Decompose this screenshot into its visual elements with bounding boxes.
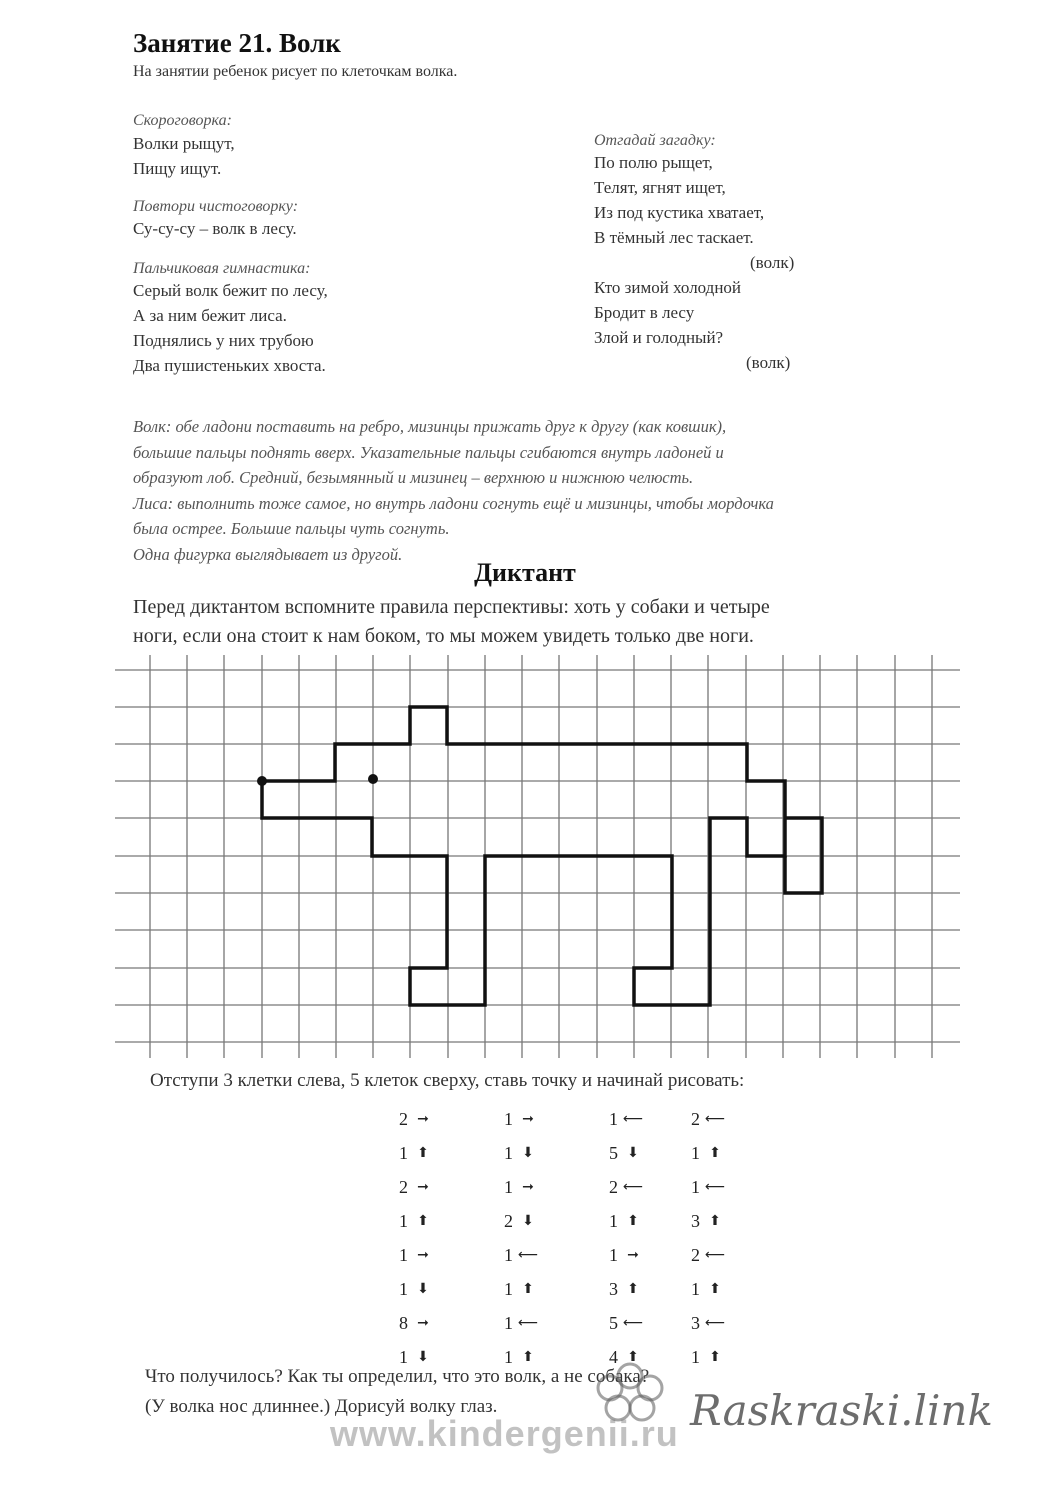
dictation-step xyxy=(380,1204,450,1238)
dictation-step xyxy=(590,1306,660,1340)
step-count: 1 xyxy=(691,1176,700,1197)
step-count: 2 xyxy=(504,1210,513,1231)
step-count: 3 xyxy=(691,1312,700,1333)
arrow-left-icon: ⟵ xyxy=(622,1111,644,1127)
step-count: 1 xyxy=(504,1312,513,1333)
intro-line: Перед диктантом вспомните правила перспективы: хоть у собаки и четыре xyxy=(133,596,770,618)
note-line: большие пальцы поднять вверх. Указательные пальцы сгибаются внутрь ладоней и xyxy=(133,442,724,462)
patter-line: Пищу ищут. xyxy=(133,159,222,178)
step-count: 1 xyxy=(504,1244,513,1265)
step-count: 1 xyxy=(504,1142,513,1163)
dictation-step xyxy=(380,1102,450,1136)
step-count: 1 xyxy=(504,1278,513,1299)
arrow-up-icon: ⬆ xyxy=(627,1281,639,1297)
dictation-step xyxy=(485,1238,555,1272)
step-count: 1 xyxy=(504,1176,513,1197)
step-count: 2 xyxy=(399,1176,408,1197)
dictation-instruction: Отступи 3 клетки слева, 5 клеток сверху, ставь точку и начинай рисовать: xyxy=(150,1070,745,1091)
arrow-right-icon: ➞ xyxy=(417,1315,429,1331)
wolf-eye xyxy=(368,774,378,784)
arrow-left-icon: ⟵ xyxy=(622,1315,644,1331)
arrow-up-icon: ⬆ xyxy=(417,1213,429,1229)
step-count: 4 xyxy=(609,1346,618,1367)
arrow-right-icon: ➞ xyxy=(417,1111,429,1127)
answer-line: (У волка нос длиннее.) Дорисуй волку глаз. xyxy=(145,1396,498,1417)
arrow-left-icon: ⟵ xyxy=(517,1315,539,1331)
arrow-left-icon: ⟵ xyxy=(704,1179,726,1195)
step-count: 1 xyxy=(691,1278,700,1299)
finger-line: Поднялись у них трубою xyxy=(133,331,314,350)
dictation-step xyxy=(590,1136,660,1170)
arrow-left-icon: ⟵ xyxy=(704,1111,726,1127)
dictation-step xyxy=(590,1170,660,1204)
dictation-step xyxy=(485,1102,555,1136)
dictation-step xyxy=(380,1170,450,1204)
dictation-step xyxy=(485,1170,555,1204)
step-count: 2 xyxy=(609,1176,618,1197)
riddle-line: По полю рыщет, xyxy=(594,153,713,172)
start-dot xyxy=(257,776,267,786)
arrow-up-icon: ⬆ xyxy=(417,1145,429,1161)
note-line: была острее. Большие пальцы чуть согнуть. xyxy=(133,519,450,538)
watermark-raskraski: Raskraski.link xyxy=(690,1386,993,1435)
step-count: 1 xyxy=(399,1278,408,1299)
arrow-down-icon: ⬇ xyxy=(417,1281,429,1297)
dictation-step xyxy=(485,1306,555,1340)
finger-line: А за ним бежит лиса. xyxy=(133,306,287,325)
arrow-right-icon: ➞ xyxy=(522,1111,534,1127)
finger-heading: Пальчиковая гимнастика: xyxy=(133,260,311,277)
patter-line: Волки рыщут, xyxy=(133,134,235,153)
dictation-step xyxy=(485,1136,555,1170)
dictation-step xyxy=(590,1102,660,1136)
riddle-heading: Отгадай загадку: xyxy=(594,132,716,149)
arrow-up-icon: ⬆ xyxy=(522,1281,534,1297)
dictation-step xyxy=(590,1238,660,1272)
arrow-left-icon: ⟵ xyxy=(704,1247,726,1263)
dictation-step xyxy=(485,1204,555,1238)
arrow-up-icon: ⬆ xyxy=(709,1145,721,1161)
arrow-down-icon: ⬇ xyxy=(627,1145,639,1161)
dictation-title: Диктант xyxy=(474,558,576,587)
dictation-step xyxy=(672,1170,742,1204)
step-count: 1 xyxy=(399,1142,408,1163)
arrow-right-icon: ➞ xyxy=(417,1247,429,1263)
arrow-left-icon: ⟵ xyxy=(517,1247,539,1263)
step-count: 1 xyxy=(691,1142,700,1163)
step-count: 3 xyxy=(609,1278,618,1299)
step-column xyxy=(380,1102,450,1374)
page-title: Занятие 21. Волк xyxy=(133,28,341,58)
arrow-left-icon: ⟵ xyxy=(622,1179,644,1195)
riddle-answer: (волк) xyxy=(746,353,791,372)
note-line: Одна фигурка выглядывает из другой. xyxy=(133,544,403,564)
step-count: 1 xyxy=(399,1210,408,1231)
arrow-up-icon: ⬆ xyxy=(709,1213,721,1229)
arrow-right-icon: ➞ xyxy=(417,1179,429,1195)
dictation-step xyxy=(672,1272,742,1306)
dictation-step xyxy=(672,1204,742,1238)
step-column xyxy=(590,1102,660,1374)
riddle-line: Злой и голодный? xyxy=(594,328,724,347)
arrow-down-icon: ⬇ xyxy=(522,1213,534,1229)
dictation-step xyxy=(590,1272,660,1306)
dictation-step xyxy=(380,1136,450,1170)
step-column xyxy=(485,1102,555,1374)
page-subtitle: На занятии ребенок рисует по клеточкам волка. xyxy=(133,63,458,80)
arrow-up-icon: ⬆ xyxy=(627,1349,639,1365)
dictation-step xyxy=(672,1340,742,1374)
note-line: образуют лоб. Средний, безымянный и мизинец – верхнюю и нижнюю челюсть. xyxy=(133,468,694,487)
step-count: 1 xyxy=(504,1346,513,1367)
step-count: 1 xyxy=(609,1210,618,1231)
arrow-left-icon: ⟵ xyxy=(704,1315,726,1331)
dictation-step xyxy=(672,1136,742,1170)
step-count: 1 xyxy=(691,1346,700,1367)
arrow-up-icon: ⬆ xyxy=(709,1349,721,1365)
riddle-line: В тёмный лес таскает. xyxy=(594,228,754,247)
riddle-line: Из под кустика хватает, xyxy=(594,203,765,222)
dictation-step xyxy=(672,1102,742,1136)
note-line: Лиса: выполнить тоже самое, но внутрь ладони согнуть ещё и мизинцы, чтобы мордочка xyxy=(133,493,774,513)
arrow-up-icon: ⬆ xyxy=(709,1281,721,1297)
dictation-step xyxy=(590,1204,660,1238)
riddle-line: Кто зимой холодной xyxy=(594,278,742,297)
step-count: 1 xyxy=(609,1108,618,1129)
step-count: 1 xyxy=(609,1244,618,1265)
step-count: 8 xyxy=(399,1312,408,1333)
step-count: 2 xyxy=(691,1108,700,1129)
riddle-answer: (волк) xyxy=(750,253,795,272)
intro-line: ноги, если она стоит к нам боком, то мы можем увидеть только две ноги. xyxy=(133,625,754,647)
dictation-step xyxy=(380,1272,450,1306)
step-count: 5 xyxy=(609,1142,618,1163)
arrow-right-icon: ➞ xyxy=(627,1247,639,1263)
dictation-step xyxy=(380,1306,450,1340)
arrow-up-icon: ⬆ xyxy=(522,1349,534,1365)
note-line: Волк: обе ладони поставить на ребро, мизинцы прижать друг к другу (как ковшик), xyxy=(133,417,727,436)
repeat-heading: Повтори чистоговорку: xyxy=(133,198,299,215)
arrow-up-icon: ⬆ xyxy=(627,1213,639,1229)
dictation-step xyxy=(672,1306,742,1340)
dictation-step xyxy=(380,1238,450,1272)
riddle-line: Телят, ягнят ищет, xyxy=(594,178,726,197)
step-count: 5 xyxy=(609,1312,618,1333)
arrow-down-icon: ⬇ xyxy=(417,1349,429,1365)
dictation-step xyxy=(672,1238,742,1272)
step-count: 1 xyxy=(504,1108,513,1129)
step-column xyxy=(672,1102,742,1374)
finger-line: Два пушистеньких хвоста. xyxy=(133,356,326,375)
finger-line: Серый волк бежит по лесу, xyxy=(133,281,328,300)
step-count: 1 xyxy=(399,1244,408,1265)
step-count: 2 xyxy=(691,1244,700,1265)
step-count: 1 xyxy=(399,1346,408,1367)
dictation-step xyxy=(485,1272,555,1306)
step-count: 2 xyxy=(399,1108,408,1129)
watermark-kindergenii: www.kindergenii.ru xyxy=(330,1413,679,1454)
arrow-right-icon: ➞ xyxy=(522,1179,534,1195)
patter-heading: Скороговорка: xyxy=(133,112,232,129)
riddle-line: Бродит в лесу xyxy=(594,303,695,322)
arrow-down-icon: ⬇ xyxy=(522,1145,534,1161)
repeat-line: Су-су-су – волк в лесу. xyxy=(133,219,297,238)
step-count: 3 xyxy=(691,1210,700,1231)
question-line: Что получилось? Как ты определил, что это волк, а не собака? xyxy=(145,1366,650,1387)
